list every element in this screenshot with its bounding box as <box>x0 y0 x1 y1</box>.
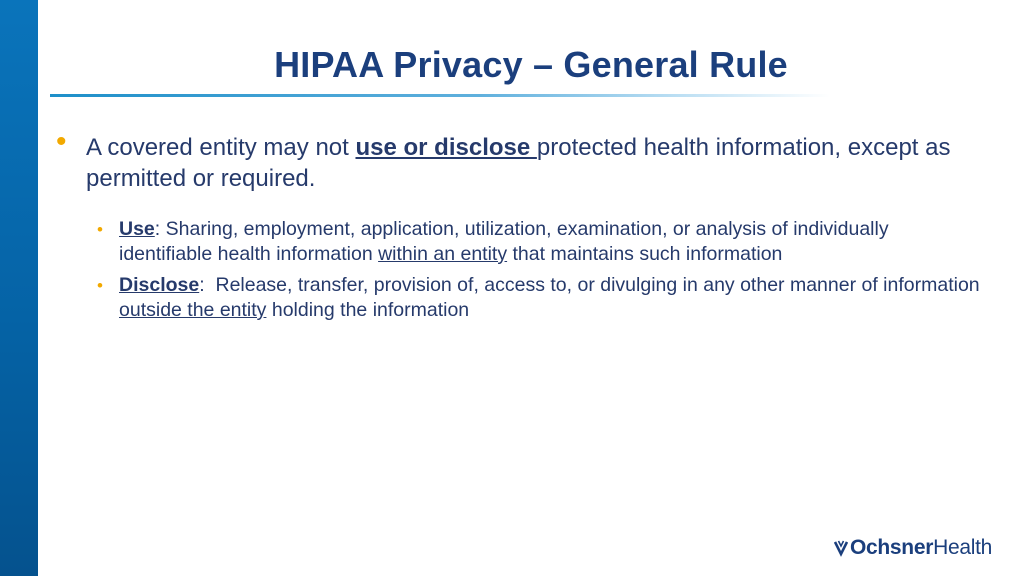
sub-bullet-colon: : <box>199 274 216 296</box>
main-bullet-emphasis: use or disclose <box>355 134 537 161</box>
main-bullet <box>56 125 986 194</box>
sub-bullet-term: Disclose <box>119 274 200 296</box>
ochsner-health-logo <box>834 536 992 560</box>
slide-content <box>56 125 986 329</box>
ochsner-chevron-icon <box>834 539 848 557</box>
bullet-dot-icon: • <box>97 220 103 239</box>
sub-bullet-list <box>56 217 986 323</box>
logo-text-health: Health <box>933 536 992 559</box>
left-accent-bar <box>0 0 38 576</box>
sub-bullet-term: Use <box>119 218 155 240</box>
sub-bullet-text-end: that maintains such information <box>507 243 783 265</box>
title-underline <box>50 94 830 97</box>
main-bullet-text-after: protected health information, except as permitted or required. <box>86 134 951 192</box>
bullet-dot-icon: • <box>56 125 67 158</box>
slide-title: HIPAA Privacy – General Rule <box>274 44 788 85</box>
main-bullet-text-before: A covered entity may not <box>86 134 356 161</box>
sub-bullet-use <box>97 217 986 267</box>
sub-bullet-disclose <box>97 273 986 323</box>
bullet-dot-icon: • <box>97 276 103 295</box>
sub-bullet-text: Release, transfer, provision of, access to, or divulging in any other manner of information <box>215 274 980 296</box>
sub-bullet-colon: : <box>154 218 166 240</box>
sub-bullet-underlined-phrase: within an entity <box>378 243 508 265</box>
sub-bullet-text: Sharing, employment, application, utilization, examination, or analysis of individually identifiable health information <box>119 218 889 265</box>
sub-bullet-text-end: holding the information <box>266 299 470 321</box>
logo-text-ochsner: Ochsner <box>849 536 934 559</box>
sub-bullet-underlined-phrase: outside the entity <box>119 299 267 321</box>
